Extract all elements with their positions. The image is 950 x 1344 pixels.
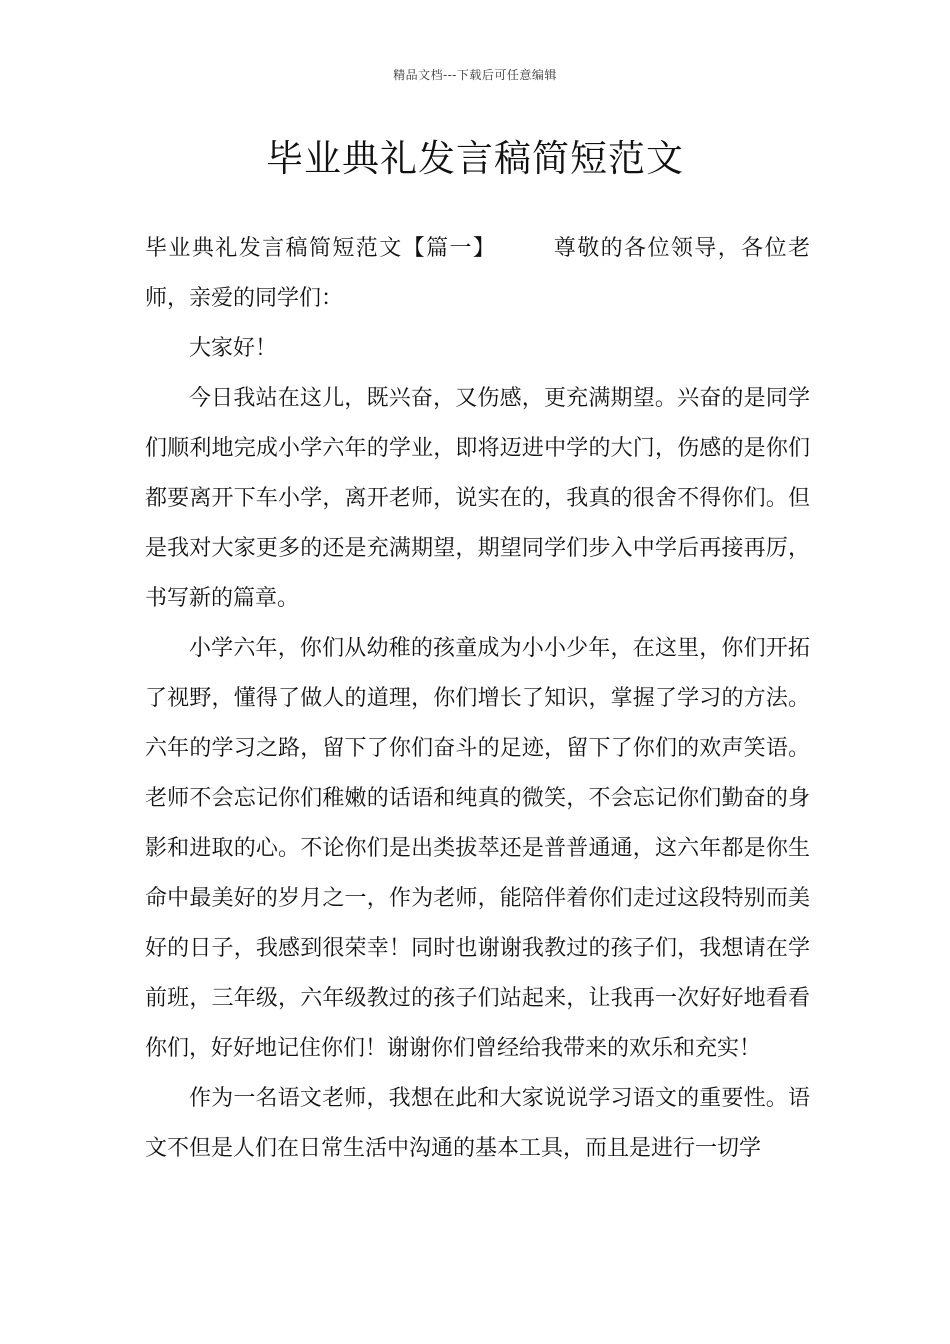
opening-paragraph xyxy=(145,224,810,324)
section-label: 毕业典礼发言稿简短范文【篇一】 xyxy=(145,236,497,261)
document-title: 毕业典礼发言稿简短范文 xyxy=(266,137,684,180)
paragraph: 小学六年，你们从幼稚的孩童成为小小少年，在这里，你们开拓了视野，懂得了做人的道理，你们增长了知识，掌握了学习的方法。六年的学习之路，留下了你们奋斗的足迹，留下了你们的欢声笑语。老师不会忘记你们稚嫩的话语和纯真的微笑，不会忘记你们勤奋的身影和进取的心。不论你们是出类拔萃还是普普通通，这六年都是你生命中最美好的岁月之一，作为老师，能陪伴着你们走过这段特别而美好的日子，我感到很荣幸！同时也谢谢我教过的孩子们，我想请在学前班，三年级，六年级教过的孩子们站起来，让我再一次好好地看看你们，好好地记住你们！谢谢你们曾经给我带来的欢乐和充实！ xyxy=(145,636,810,1061)
paragraph: 作为一名语文老师，我想在此和大家说说学习语文的重要性。语文不但是人们在日常生活中沟通的基本工具，而且是进行一切学 xyxy=(145,1086,810,1161)
paragraph: 今日我站在这儿，既兴奋，又伤感，更充满期望。兴奋的是同学们顺利地完成小学六年的学业，即将迈进中学的大门，伤感的是你们都要离开下车小学，离开老师，说实在的，我真的很舍不得你们。但是我对大家更多的还是充满期望，期望同学们步入中学后再接再厉，书写新的篇章。 xyxy=(145,386,810,611)
paragraph: 大家好！ xyxy=(189,336,278,361)
document-body xyxy=(145,224,810,1174)
header-note: 精品文档---下载后可任意编辑 xyxy=(393,68,557,82)
greeting-text: 尊敬的各位领导，各位老师，亲爱的同学们： xyxy=(145,236,810,311)
